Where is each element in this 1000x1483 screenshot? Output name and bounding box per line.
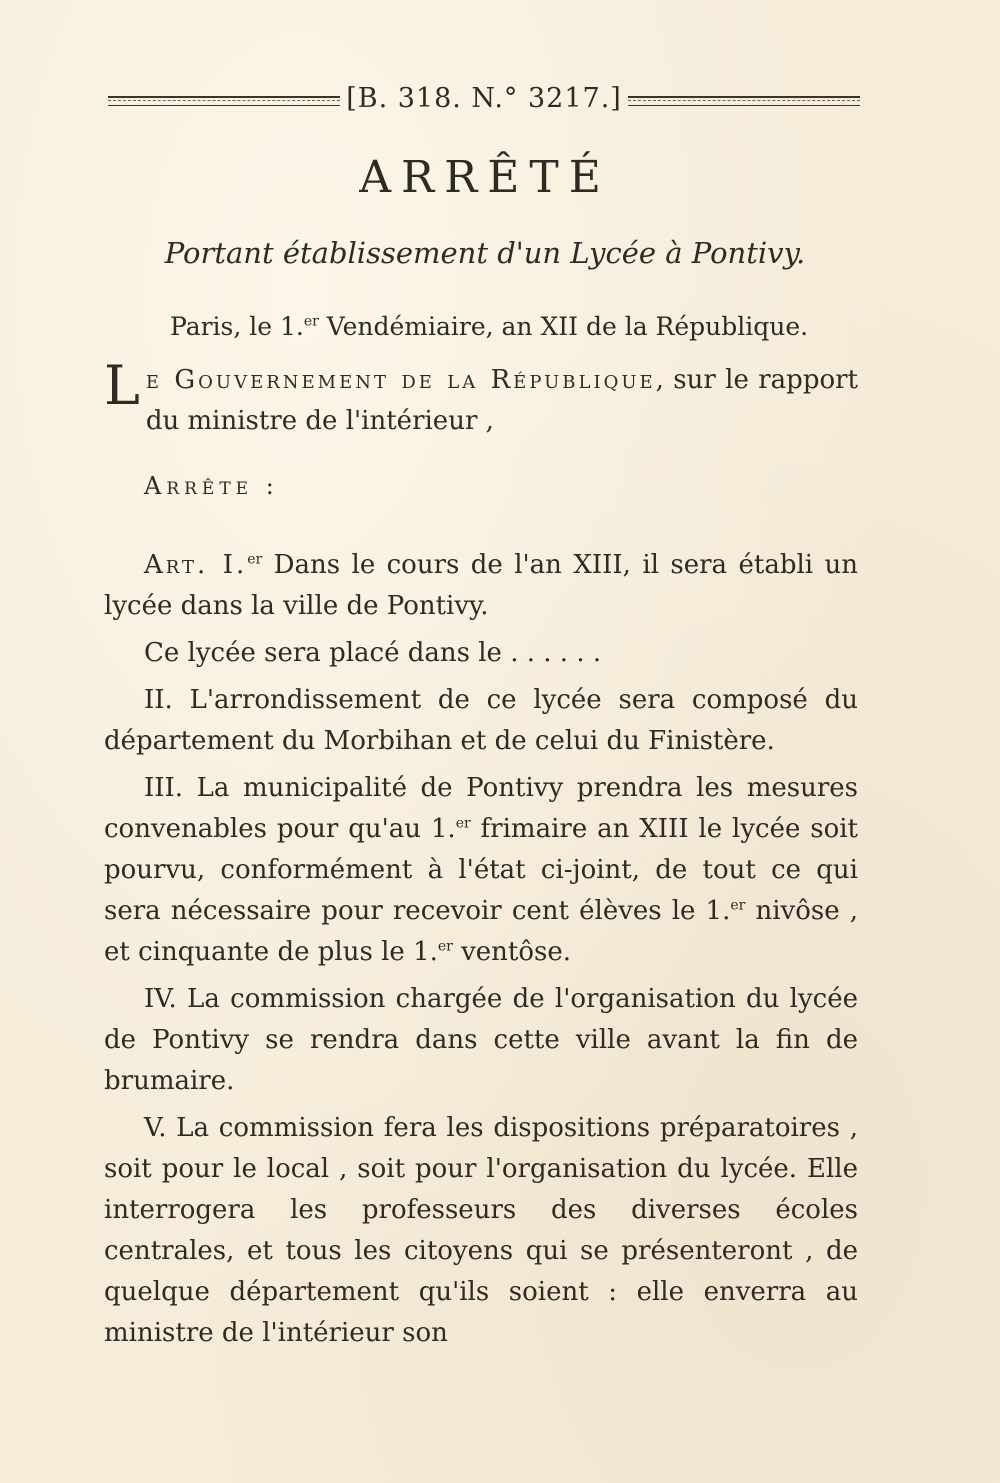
article-text: Ce lycée sera placé dans le . . . . . . (144, 638, 602, 668)
article-4 (104, 979, 858, 1102)
article-text-part: nivôse , et cinquante de plus le 1. (104, 896, 858, 967)
article-1-continuation (104, 633, 858, 674)
article-text: Dans le cours de l'an XIII, il sera établi un lycée dans la ville de Pontivy. (104, 550, 858, 621)
article-5 (104, 1108, 858, 1354)
article-text: L'arrondissement de ce lycée sera composé du département du Morbihan et de celui du Finistère. (104, 685, 858, 756)
decree-word: Arrête : (144, 472, 279, 500)
document-subtitle: Portant établissement d'un Lycée à Pontivy. (164, 236, 806, 270)
ordinal-sup: er (455, 815, 471, 832)
ordinal-sup: er (730, 897, 746, 914)
article-label-sup: er (247, 551, 263, 568)
dateline-before: Paris, le 1. (170, 312, 304, 341)
article-text-part: ventôse. (452, 937, 572, 967)
drop-cap: L (104, 354, 140, 417)
article-1 (104, 545, 858, 627)
opening-rest: , sur le rapport du ministre de l'intérieur , (145, 365, 858, 436)
article-label: III. (144, 773, 184, 803)
dateline-sup: er (303, 313, 319, 330)
document-title: ARRÊTÉ (359, 152, 611, 203)
article-label: Art. I. (144, 550, 248, 580)
article-label: V. (144, 1113, 167, 1143)
dateline-after: Vendémiaire, an XII de la République. (318, 312, 809, 341)
articles-body (104, 545, 858, 1360)
article-text-part: frimaire an XIII le lycée soit pourvu, conformément à l'état ci-joint, de tout ce qui sera nécessaire pour recevoir cent élèves le 1. (104, 814, 859, 926)
article-3 (104, 768, 858, 973)
article-text: La commission fera les dispositions préparatoires , soit pour le local , soit pour l'organisation du lycée. Elle interrogera les professeurs des diverses écoles centrales, et tous les citoyens qui se présenteront , de quelque département qu'ils soient : elle enverra au ministre de l'intérieur son (104, 1113, 858, 1348)
header-rule-right (628, 96, 860, 106)
page-header (108, 78, 860, 118)
dateline (170, 312, 808, 341)
article-label: II. (144, 685, 173, 715)
ordinal-sup: er (437, 938, 453, 955)
opening-paragraph (104, 354, 858, 442)
article-text-part: La municipalité de Pontivy prendra les mesures convenables pour qu'au 1. (104, 773, 858, 844)
header-rule-left (108, 96, 340, 106)
article-2 (104, 680, 858, 762)
bulletin-reference: [B. 318. N.° 3217.] (346, 82, 622, 114)
government-heading: e Gouvernement de la République (145, 365, 656, 395)
article-text: La commission chargée de l'organisation du lycée de Pontivy se rendra dans cette ville avant la fin de brumaire. (104, 984, 858, 1096)
article-label: IV. (144, 984, 177, 1014)
